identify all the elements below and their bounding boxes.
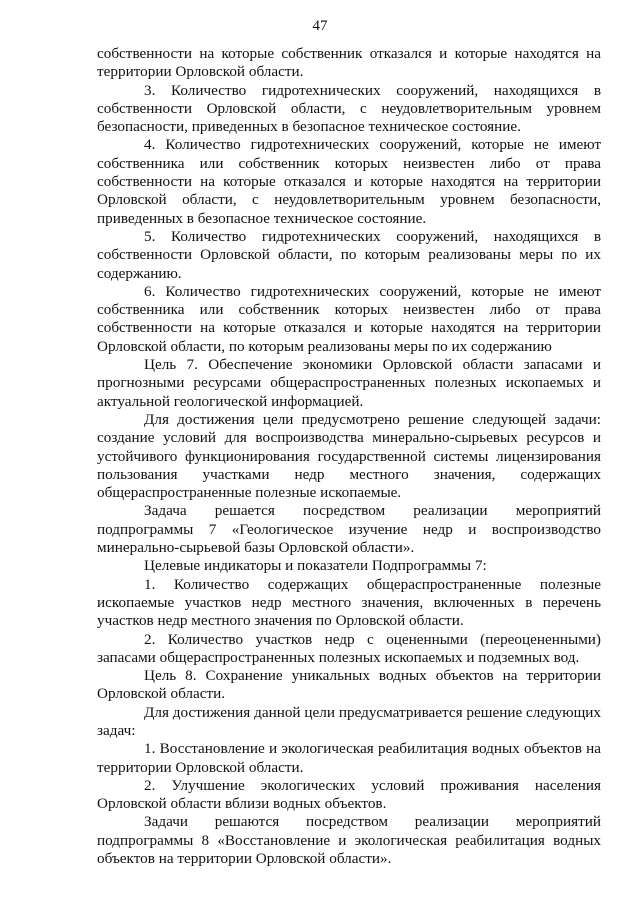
- document-body: [97, 45, 601, 868]
- indicator-5: 5. Количество гидротехнических сооружений, находящихся в собственности Орловской области, по которым реализованы меры по их содержанию.: [97, 227, 601, 282]
- subprogram-7-indicators-heading: Целевые индикаторы и показатели Подпрограммы 7:: [144, 557, 487, 575]
- indicator-6: 6. Количество гидротехнических сооружений, которые не имеют собственника или собственник которых неизвестен либо от права собственности на которые отказался и которые находятся на территории Орловской области, по которым реализованы меры по их содержанию: [97, 282, 601, 355]
- indicator-4: 4. Количество гидротехнических сооружений, которые не имеют собственника или собственник которых неизвестен либо от права собственности на которые отказался и которые находятся на территории Орловской области, с неудовлетворительным уровнем безопасности, приведенных в безопасное техническое состояние.: [97, 136, 601, 227]
- goal-8-heading: Цель 8. Сохранение уникальных водных объектов на территории Орловской области.: [97, 667, 601, 703]
- indicator-3: 3. Количество гидротехнических сооружений, находящихся в собственности Орловской области, с неудовлетворительным уровнем безопасности, приведенных в безопасное техническое состояние.: [97, 81, 601, 136]
- paragraph-continuation: собственности на которые собственник отказался и которые находятся на территории Орловской области.: [97, 45, 601, 81]
- goal-8-tasks-intro: Для достижения данной цели предусматривается решение следующих задач:: [97, 703, 601, 739]
- goal-8-task-1: 1. Восстановление и экологическая реабилитация водных объектов на территории Орловской области.: [97, 740, 601, 776]
- goal-8-task-2: 2. Улучшение экологических условий проживания населения Орловской области вблизи водных объектов.: [97, 776, 601, 813]
- goal-8-task-implementation: Задачи решаются посредством реализации мероприятий подпрограммы 8 «Восстановление и экологическая реабилитация водных объектов на территории Орловской области».: [97, 813, 601, 868]
- subprogram-7-indicator-2: 2. Количество участков недр с оцененными (переоцененными) запасами общераспространенных полезных ископаемых и подземных вод.: [97, 630, 601, 666]
- subprogram-7-indicator-1: 1. Количество содержащих общераспространенные полезные ископаемые участков недр местного значения, включенных в перечень участков недр местного значения по Орловской области.: [97, 575, 601, 630]
- goal-7-task: Для достижения цели предусмотрено решение следующей задачи: создание условий для воспроизводства минерально-сырьевых ресурсов и устойчивого функционирования государственной системы лицензирования пользования участками недр местного значения, содержащих общераспространенные полезные ископаемые.: [97, 410, 601, 502]
- goal-7-heading: Цель 7. Обеспечение экономики Орловской области запасами и прогнозными ресурсами общераспространенных полезных ископаемых и актуальной геологической информацией.: [97, 356, 601, 410]
- goal-7-task-implementation: Задача решается посредством реализации мероприятий подпрограммы 7 «Геологическое изучение недр и воспроизводство минерально-сырьевой базы Орловской области».: [97, 502, 601, 557]
- page-number: 47: [312, 18, 328, 34]
